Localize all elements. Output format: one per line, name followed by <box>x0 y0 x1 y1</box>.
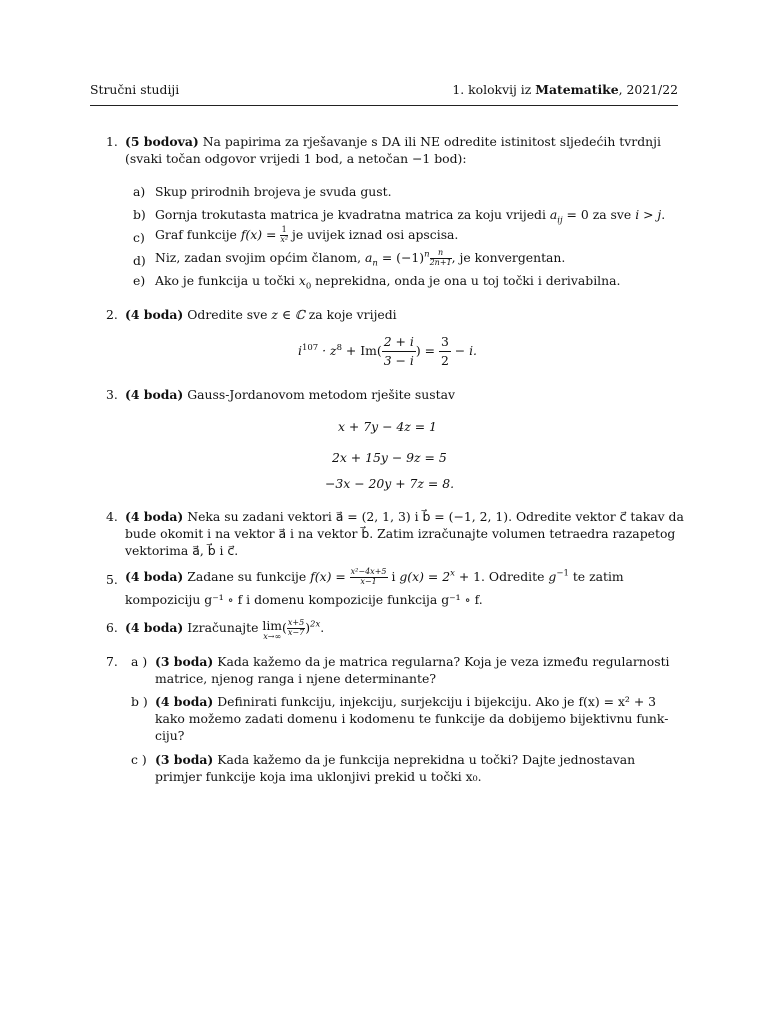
q5-points: (4 boda) <box>125 568 184 584</box>
q7-number: 7. <box>106 654 118 669</box>
header-title <box>452 84 678 96</box>
q1-line1 <box>125 136 661 148</box>
q1-item-d-label: d) <box>133 253 146 268</box>
q7b-line1: (4 boda) Definirati funkciju, injekciju, surjekciju i bijekciju. Ako je f(x) = x² + 3 <box>155 694 657 709</box>
page-header <box>90 84 678 102</box>
q1-item-e-text: Ako je funkcija u točki $x_0$ neprekidna, onda je ona u toj točki i derivabilna. <box>155 273 621 292</box>
q6-number: 6. <box>106 620 118 635</box>
q7b-label: b ) <box>131 694 148 709</box>
q7c-line1: (3 boda) Kada kažemo da je funkcija neprekidna u točki? Dajte jednostavan <box>155 752 636 767</box>
q7a-line1: (3 boda) Kada kažemo da je matrica regularna? Koja je veza između regularnosti <box>155 654 670 669</box>
q1-item-b-text: Gornja trokutasta matrica je kvadratna matrica za koju vrijedi $a_{ij} = 0$ za sve i > j. <box>155 207 666 226</box>
header-course: Stručni studiji <box>90 82 180 97</box>
q4-points: (4 boda) <box>125 509 184 524</box>
q1-item-e-label: e) <box>133 273 146 288</box>
q7c-points: (3 boda) <box>155 752 214 767</box>
q1-item-c-text: Graf funkcije f(x) = $\frac{1}{\text{x²}}$ je uvijek iznad osi apscisa. <box>155 225 459 244</box>
q7b-line2: kako možemo zadati domenu i kodomenu te funkcije da dobijemo bijektivnu funk- <box>155 711 669 726</box>
q5-number: 5. <box>106 572 118 587</box>
q2-equation: $i^{107} \cdot z^8 + Im$( $\frac{2 + i}{3 - i}$ ) = $\frac{3}{2}$ − i. <box>298 334 477 369</box>
q3-eq3: −3x − 20y + 7z = 8. <box>325 476 455 491</box>
q3-eq2: 2x + 15y − 9z = 5 <box>332 450 447 465</box>
q6-points: (4 boda) <box>125 619 184 635</box>
q3-eq1: x + 7y − 4z = 1 <box>338 419 437 434</box>
header-rule <box>90 105 678 106</box>
q4-line2: bude okomit i na vektor a⃗ i na vektor b⃗. Zatim izračunajte volumen tetraedra razapetog <box>125 526 676 541</box>
q5-line1: (4 boda) Zadane su funkcije f(x) = $\frac{\text{x²−4x+5}}{x-1}$ i $g(x) = 2^x + 1$. Odredite $g^{-1}$ te zatim <box>125 567 624 586</box>
q1-item-a-label: a) <box>133 184 146 199</box>
q1-item-b-label: b) <box>133 207 146 222</box>
header-subject: Matematike <box>535 82 619 97</box>
q3-line1: (4 boda) Gauss-Jordanovom metodom rješite sustav <box>125 387 455 402</box>
q3-points: (4 boda) <box>125 387 184 402</box>
q6-line1: (4 boda) Izračunajte lim x→∞ ( $\frac{x+5}{x-7}$ )$^{2x}$. <box>125 618 325 641</box>
q1-item-d-text: Niz, zadan svojim općim članom, $a_n = (-1)^n$ $\frac{n}{2n+1}$ , je konvergentan. <box>155 248 566 269</box>
q1-item-a-text: Skup prirodnih brojeva je svuda gust. <box>155 184 392 199</box>
q4-number: 4. <box>106 509 118 524</box>
q4-line3: vektorima a⃗, b⃗ i c⃗. <box>125 543 239 558</box>
q3-number: 3. <box>106 387 118 402</box>
q7a-label: a ) <box>131 654 148 669</box>
header-title-prefix: 1. kolokvij iz <box>452 82 536 97</box>
q7a-points: (3 boda) <box>155 654 214 669</box>
q1-item-c-label: c) <box>133 230 145 245</box>
q1-number: 1. <box>106 134 118 149</box>
q7b-line3: ciju? <box>155 728 185 743</box>
q2-points: (4 boda) <box>125 307 184 322</box>
q2-line1: (4 boda) Odredite sve z ∈ ℂ za koje vrijedi <box>125 307 397 322</box>
q1-line2: (svaki točan odgovor vrijedi 1 bod, a netočan −1 bod): <box>125 151 467 166</box>
q7c-label: c ) <box>131 752 147 767</box>
q7a-line2: matrice, njenog ranga i njene determinante? <box>155 671 436 686</box>
q2-number: 2. <box>106 307 118 322</box>
q1-points: (5 bodova) <box>125 134 199 149</box>
q5-line2: kompoziciju g⁻¹ ∘ f i domenu kompozicije funkcija g⁻¹ ∘ f. <box>125 592 483 607</box>
q7b-points: (4 boda) <box>155 694 214 709</box>
q7c-line2: primjer funkcije koja ima uklonjivi prekid u točki x₀. <box>155 769 482 784</box>
q4-line1: (4 boda) Neka su zadani vektori a⃗ = (2, 1, 3) i b⃗ = (−1, 2, 1). Odredite vektor c⃗ takav da <box>125 509 684 524</box>
q1-text-l1: Na papirima za rješavanje s DA ili NE odredite istinitost sljedećih tvrdnji <box>202 134 661 149</box>
header-year: , 2021/22 <box>618 82 678 97</box>
